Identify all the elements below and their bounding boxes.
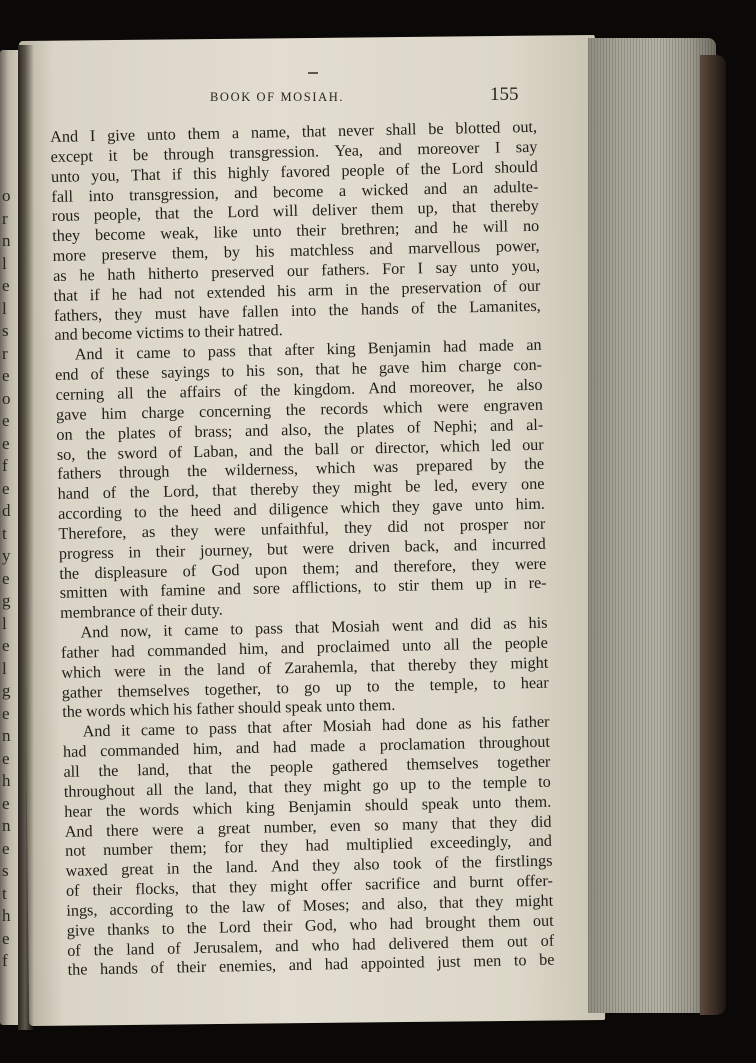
margin-letter: e [2, 433, 10, 453]
margin-letter: y [2, 546, 11, 565]
text-line: except it be through transgression. Yea, and moreover I say [50, 137, 538, 166]
text-line: hand of the Lord, that thereby they might be led, every one [57, 474, 545, 504]
text-line: And I give unto them a name, that never shall be blotted out, [50, 117, 538, 146]
margin-letter: l [2, 658, 7, 678]
margin-letter: h [2, 771, 11, 790]
text-line: and become victims to their hatred. [54, 321, 283, 345]
text-line: smitten with famine and sore afflictions, to stir them up in re- [59, 574, 547, 603]
text-line: the displeasure of God upon them; and therefore, they were [59, 554, 547, 583]
text-line: of the land of Jerusalem, and who had delivered them out of [67, 931, 555, 960]
margin-letter: e [2, 636, 10, 655]
text-line: gather themselves together, to go up to the temple, to hear [61, 673, 549, 702]
margin-letter: e [2, 568, 10, 588]
margin-letter: t [2, 523, 7, 543]
text-line: give thanks to the Lord their God, who had brought them out [66, 911, 554, 940]
margin-letter: s [2, 321, 9, 340]
text-line: hear the words which king Benjamin should speak unto them. [64, 792, 552, 821]
text-line: fathers, they must have fallen into the hands of the Lamanites, [53, 296, 541, 325]
text-line: according to the heed and diligence which they gave unto him. [57, 494, 546, 523]
running-header: BOOK OF MOSIAH. [210, 90, 345, 104]
text-line: the hands of their enemies, and had appointed just men to be [67, 951, 555, 980]
margin-letter: e [2, 748, 10, 768]
margin-letter: g [2, 681, 11, 700]
text-line: waxed great in the land. And they also took of the firstlings [65, 851, 553, 881]
margin-letter: e [2, 928, 10, 948]
margin-letter: d [2, 501, 11, 520]
text-line: end of these sayings to his son, that he gave him charge con- [54, 355, 543, 385]
margin-letter: l [2, 613, 7, 633]
margin-letter: f [2, 456, 8, 475]
text-line: Therefore, as they were unfaithful, they did not prosper nor [58, 514, 546, 543]
text-line: that if he had not extended his arm in the preservation of our [53, 276, 541, 305]
text-line: fathers through the wilderness, which was prepared by the [57, 455, 545, 484]
margin-letter: e [2, 366, 10, 385]
margin-letter: e [2, 411, 10, 430]
body-text [50, 118, 555, 981]
text-line: throughout all the land, that they might go up to the temple to [63, 772, 551, 801]
text-line: And now, it came to pass that Mosiah went and did as his [80, 613, 548, 642]
text-line: rous people, that the Lord will deliver them up, that thereby [51, 197, 539, 226]
book-cover-edge [700, 55, 726, 1015]
page-edges [588, 38, 716, 1013]
text-line: not number them; for they had multiplied exceedingly, and [64, 832, 553, 861]
margin-letter: f [2, 951, 8, 970]
text-line: they become weak, like unto their brethren; and he will no [52, 216, 540, 246]
text-line: membrance of their duty. [59, 600, 223, 623]
text-line: had commanded him, and had made a proclamation throughout [62, 732, 551, 762]
margin-letter: e [2, 276, 10, 295]
margin-letter: t [2, 883, 7, 903]
text-line: of their flocks, that they might offer sacrifice and burnt offer- [65, 871, 554, 900]
margin-letter: e [2, 793, 10, 813]
text-line: more preserve them, by his matchless and marvellous power, [52, 236, 540, 266]
text-line: all the land, that the people gathered themselves together [63, 752, 551, 781]
margin-letter: r [2, 208, 8, 228]
text-line: ings, according to the law of Moses; and also, that they might [66, 891, 554, 920]
text-line: gave him charge concerning the records which were engraven [55, 395, 543, 424]
margin-letter: n [2, 231, 11, 250]
text-line: cerning all the affairs of the kingdom. And moreover, he also [55, 375, 543, 404]
margin-letter: h [2, 906, 11, 925]
text-line: And there were a great number, even so many that they did [64, 812, 552, 841]
page-gutter-shadow [18, 45, 34, 1030]
margin-letter: l [2, 253, 7, 273]
margin-letter: e [2, 703, 10, 723]
text-line: fall into transgression, and become a wicked and an adulte- [51, 177, 539, 206]
margin-letter: s [2, 861, 9, 880]
margin-letter: o [2, 388, 11, 408]
text-line: as he hath hitherto preserved our fathers. For I say unto you, [52, 256, 541, 285]
margin-letter: g [2, 591, 11, 610]
text-line: progress in their journey, but were driven back, and incurred [58, 534, 546, 563]
margin-letter: n [2, 726, 11, 745]
margin-letter: r [2, 343, 8, 363]
text-line: which were in the land of Zarahemla, that thereby they might [61, 653, 549, 682]
text-line: unto you, That if this highly favored people of the Lord should [50, 157, 539, 186]
margin-letter: e [2, 838, 10, 858]
text-line: father had commanded him, and proclaimed unto all the people [60, 633, 548, 662]
margin-letter: o [2, 186, 11, 205]
text-line: And it came to pass that after Mosiah had done as his father [82, 712, 550, 741]
margin-letter: e [2, 478, 10, 498]
margin-letter: n [2, 816, 11, 835]
margin-letter: l [2, 298, 7, 318]
text-line: the words which his father should speak unto them. [62, 696, 396, 722]
text-line: so, the sword of Laban, and the ball or director, which led our [56, 435, 544, 464]
text-line: on the plates of brass; and also, the plates of Nephi; and al- [56, 415, 544, 444]
text-line: And it came to pass that after king Benjamin had made an [74, 336, 542, 364]
header-ornament [308, 72, 318, 74]
page-number: 155 [490, 84, 519, 105]
